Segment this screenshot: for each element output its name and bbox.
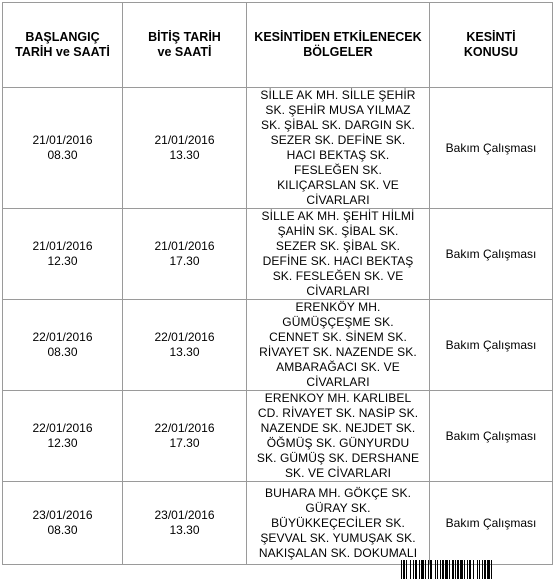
regions-cell: ERENKOY MH. KARLIBEL CD. RİVAYET SK. NASİP SK. NAZENDE SK. NEJDET SK. ÖĞMÜŞ SK. GÜNYURDU SK. GÜMÜŞ SK. DERSHANE SK. VE CİVARLARI: [247, 391, 430, 482]
end-datetime-cell: 23/01/2016 13.30: [123, 482, 247, 565]
start-datetime-cell: 22/01/2016 08.30: [3, 300, 123, 391]
table-row: [3, 391, 553, 482]
table-row: [3, 88, 553, 209]
regions-cell: SİLLE AK MH. ŞEHİT HİLMİ ŞAHİN SK. ŞİBAL SK. SEZER SK. ŞİBAL SK. DEFİNE SK. HACI BEKTAŞ SK. FESLEĞEN SK. VE CİVARLARI: [247, 209, 430, 300]
end-datetime-cell: 22/01/2016 13.30: [123, 300, 247, 391]
start-datetime-cell: 21/01/2016 08.30: [3, 88, 123, 209]
start-datetime-cell: 22/01/2016 12.30: [3, 391, 123, 482]
regions-cell: ERENKÖY MH. GÜMÜŞÇEŞME SK. CENNET SK. SİNEM SK. RİVAYET SK. NAZENDE SK. AMBARAĞACI SK. VE CİVARLARI: [247, 300, 430, 391]
topic-cell: Bakım Çalışması: [430, 482, 553, 565]
header-affected-regions: KESİNTİDEN ETKİLENECEK BÖLGELER: [247, 3, 430, 88]
header-end-datetime: BİTİŞ TARİH ve SAATİ: [123, 3, 247, 88]
outage-schedule-table: [2, 2, 553, 565]
end-datetime-cell: 21/01/2016 13.30: [123, 88, 247, 209]
barcode-image: [401, 560, 553, 579]
header-start-datetime: BAŞLANGIÇ TARİH ve SAATİ: [3, 3, 123, 88]
table-row: [3, 300, 553, 391]
topic-cell: Bakım Çalışması: [430, 88, 553, 209]
table-row: [3, 209, 553, 300]
end-datetime-cell: 22/01/2016 17.30: [123, 391, 247, 482]
end-datetime-cell: 21/01/2016 17.30: [123, 209, 247, 300]
header-outage-topic: KESİNTİ KONUSU: [430, 3, 553, 88]
start-datetime-cell: 23/01/2016 08.30: [3, 482, 123, 565]
topic-cell: Bakım Çalışması: [430, 209, 553, 300]
start-datetime-cell: 21/01/2016 12.30: [3, 209, 123, 300]
topic-cell: Bakım Çalışması: [430, 300, 553, 391]
regions-cell: BUHARA MH. GÖKÇE SK. GÜRAY SK. BÜYÜKKEÇECİLER SK. ŞEVVAL SK. YUMUŞAK SK. NAKIŞALAN SK. DOKUMALI: [247, 482, 430, 565]
table-row: [3, 482, 553, 565]
regions-cell: SİLLE AK MH. SİLLE ŞEHİR SK. ŞEHİR MUSA YILMAZ SK. ŞİBAL SK. DARGIN SK. SEZER SK. DEFİNE SK. HACI BEKTAŞ SK. FESLEĞEN SK. KILIÇARSLAN SK. VE CİVARLARI: [247, 88, 430, 209]
table-header-row: [3, 3, 553, 88]
topic-cell: Bakım Çalışması: [430, 391, 553, 482]
